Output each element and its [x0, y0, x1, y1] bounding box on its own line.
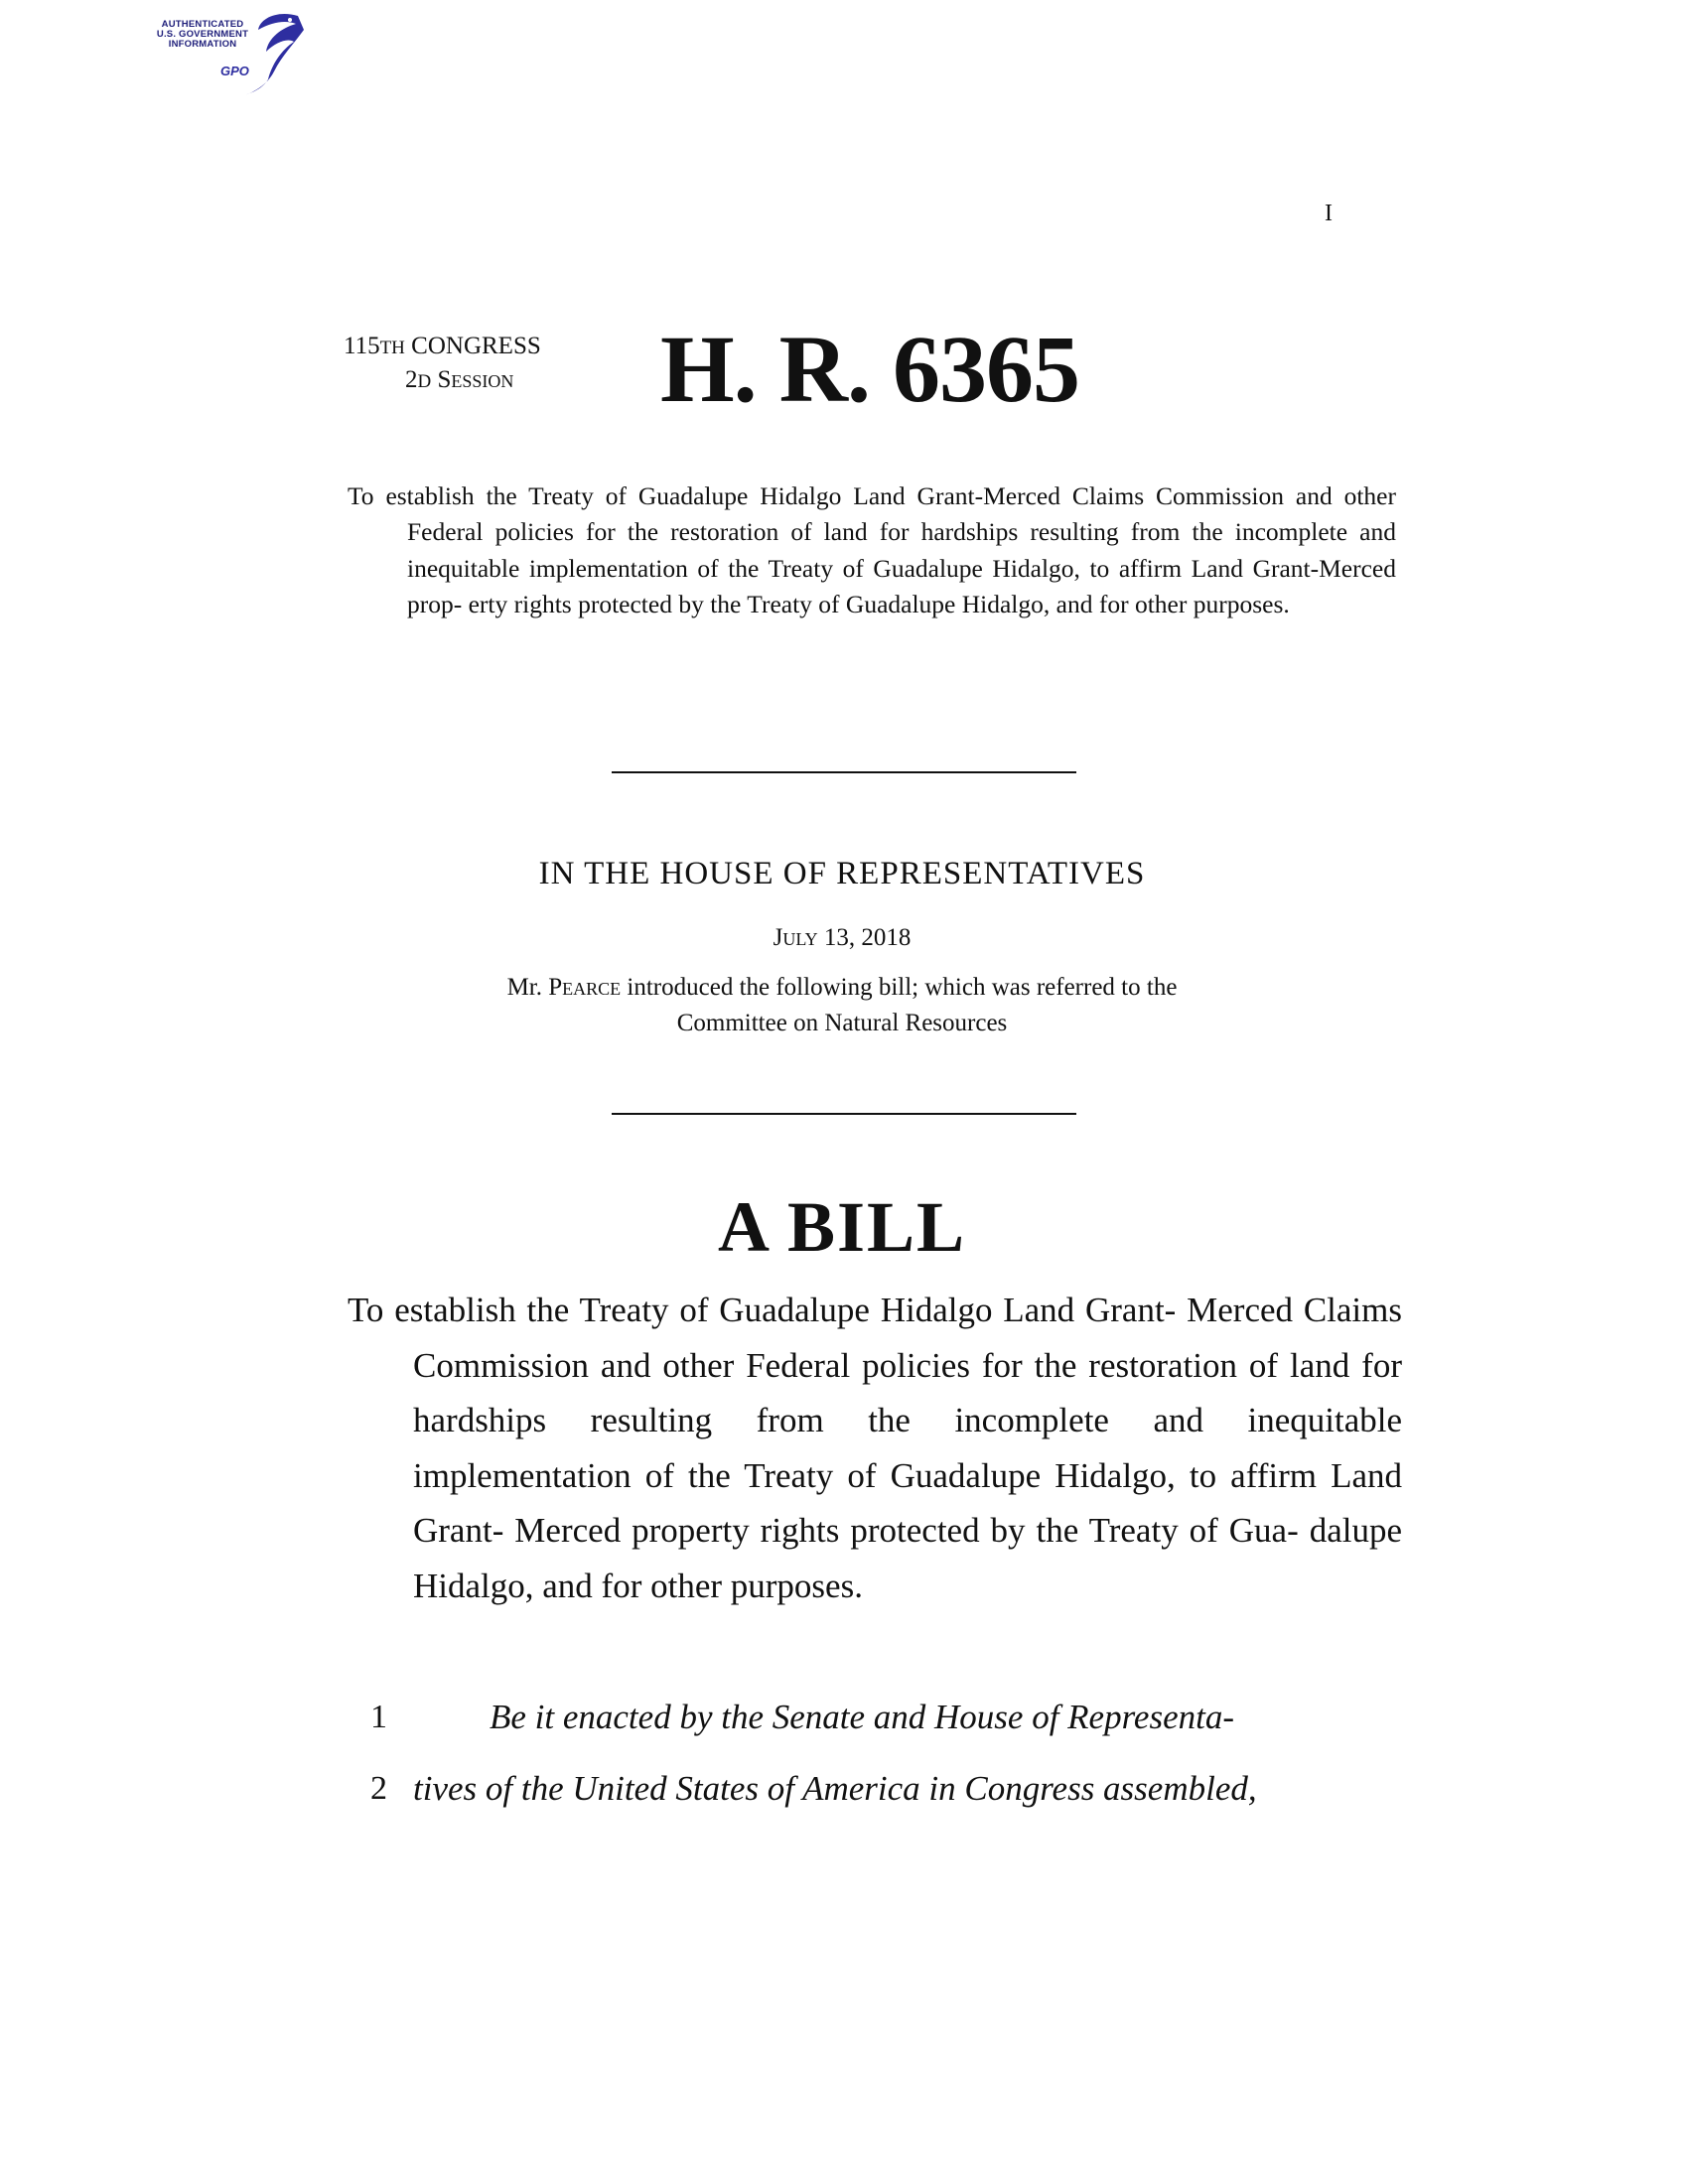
- divider-rule: [612, 1113, 1076, 1115]
- long-title: To establish the Treaty of Guadalupe Hidalgo Land Grant- Merced Claims Commission and other Federal policies for the restoration of land for hardships resulting from the incomplete and inequitable implementation of the Treaty of Guadalupe Hidalgo, to affirm Land Grant- Merced property rights protected by the Treaty of Gua- dalupe Hidalgo, and for other purposes.: [348, 1291, 1402, 1605]
- chamber-heading: IN THE HOUSE OF REPRESENTATIVES: [538, 856, 1146, 891]
- seal-line-1: AUTHENTICATED: [161, 19, 244, 30]
- congress-session-block: [344, 331, 622, 398]
- sponsor-prefix: Mr.: [506, 974, 542, 1001]
- print-version-mark: I: [1325, 201, 1333, 226]
- divider-rule: [612, 771, 1076, 773]
- introduction-date: July 13, 2018: [773, 924, 912, 951]
- bill-heading: A BILL: [717, 1187, 967, 1267]
- eagle-icon: [238, 8, 308, 97]
- bill-number: H. R. 6365: [660, 316, 1079, 422]
- committee-name: Committee on Natural Resources: [676, 1010, 1008, 1036]
- congress-number: 115: [344, 333, 380, 359]
- session-number: 2: [405, 366, 418, 393]
- congress-suffix: TH: [379, 338, 405, 358]
- enacting-clause-line: Be it enacted by the Senate and House of Representa-: [490, 1698, 1234, 1736]
- sponsor-name: Pearce: [548, 974, 622, 1001]
- sponsor-statement: [348, 970, 1336, 1041]
- seal-gpo-mark: GPO: [220, 64, 249, 78]
- gpo-authentication-seal: [139, 8, 318, 99]
- line-number: 2: [370, 1770, 387, 1807]
- session-suffix: D: [417, 371, 432, 392]
- seal-line-3: INFORMATION: [168, 39, 237, 50]
- sponsor-line-1: [348, 970, 1336, 1006]
- sponsor-rest: introduced the following bill; which was referred to the: [627, 974, 1178, 1001]
- enacting-clause-line: tives of the United States of America in Congress assembled,: [413, 1769, 1257, 1808]
- line-number: 1: [370, 1699, 387, 1735]
- session-word: Session: [437, 366, 514, 393]
- short-title: To establish the Treaty of Guadalupe Hidalgo Land Grant-Merced Claims Commission and other Federal policies for the restoration of land for hardships resulting from the incomplete and inequitable implementation of the Treaty of Guadalupe Hidalgo, to affirm Land Grant-Merced prop- erty rights protected by the Treaty of Guadalupe Hidalgo, and for other purposes.: [348, 481, 1396, 619]
- congress-word: CONGRESS: [411, 333, 541, 359]
- session-line: [344, 364, 622, 398]
- congress-line: [344, 331, 622, 364]
- seal-line-2: U.S. GOVERNMENT: [156, 29, 249, 40]
